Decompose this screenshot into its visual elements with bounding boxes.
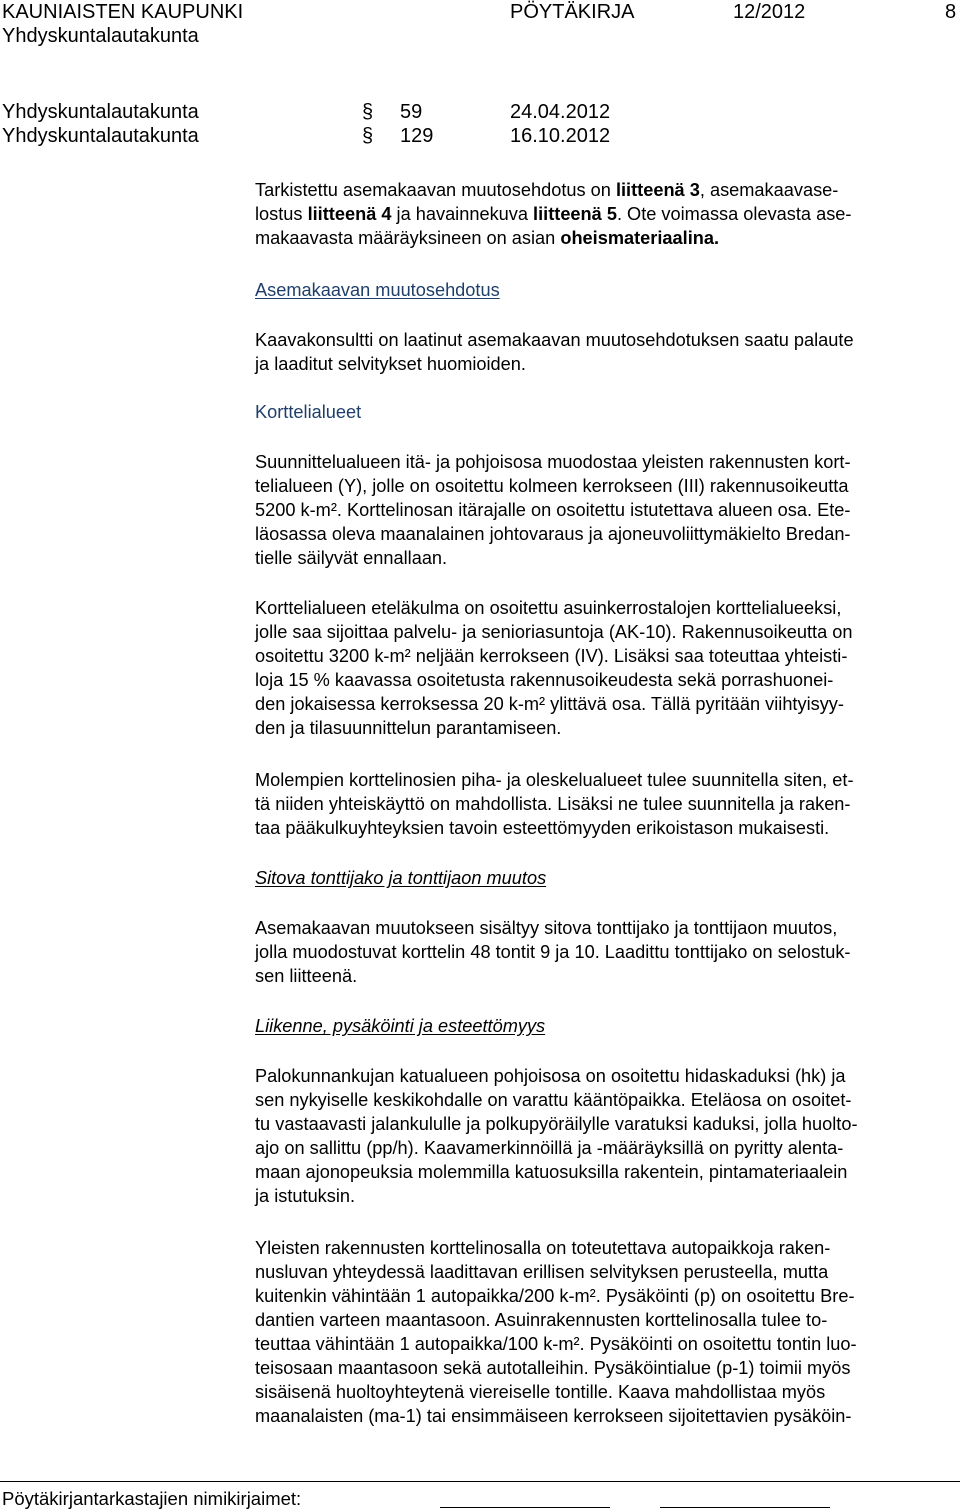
section-heading-traffic: Liikenne, pysäköinti ja esteettömyys [255,1016,546,1036]
blocks-paragraph-3: Molempien korttelinosien piha- ja oleskelualueet tulee suunnitella siten, et- tä niiden yhteiskäyttö on mahdollista. Lisäksi ne tulee suunnitella ja raken- taa pääkulkuyhteyksien tavoin esteettömyyden erikoistason mukaisesti. [255,770,854,838]
committee-subtitle: Yhdyskuntalautakunta [2,25,199,47]
meeting-body: Yhdyskuntalautakunta [2,101,199,123]
meeting-section: 129 [400,125,434,147]
traffic-paragraph-2: Yleisten rakennusten korttelinosalla on toteutettava autopaikkoja raken- nusluvan yhteydessä laadittavan erillisen selvityksen perusteella, mutta kuitenkin vähintään 1 autopaikka/200 k-m². Pysäköinti (p) on osoitettu Bre- dantien varteen maantasoon. Asuinrakennusten korttelinosalla tulee to- teuttaa vähintään 1 autopaikka/100 k-m². Pysäköinti on osoitettu tontin luo- teisosaan maantasoon sekä autotalleihin. Pysäköintialue (p-1) toimii myös sisäisenä huoltoyhteytenä viereiselle tontille. Kaava mahdollistaa myös maanalaisten (ma-1) tai ensimmäiseen kerrokseen sijoitettavien pysäköin- [255,1238,857,1426]
section-heading-plot-division: Sitova tonttijako ja tonttijaon muutos [255,868,547,888]
footer-divider [0,1481,960,1482]
svg-text:§: § [362,101,374,122]
section-sign-icon [360,124,376,146]
meeting-body: Yhdyskuntalautakunta [2,125,199,147]
page-number: 8 [945,1,957,23]
section-heading-plan-proposal: Asemakaavan muutosehdotus [255,280,500,300]
meeting-date: 16.10.2012 [510,125,611,147]
document-type: PÖYTÄKIRJA [510,1,635,23]
blocks-paragraph-1: Suunnittelualueen itä- ja pohjoisosa muodostaa yleisten rakennusten kort- telialueen (Y), jolle on osoitettu kolmeen kerrokseen (III) rakennusoikeutta 5200 k-m². Korttelinosan itärajalle on osoitettu istutettava alueen osa. Ete- läosassa oleva maanalainen johtovaraus ja ajoneuvoliittymäkielto Bredan- tielle säilyvät ennallaan. [255,452,851,568]
intro-paragraph: Tarkistettu asemakaavan muutosehdotus on liitteenä 3, asemakaavase- lostus liitteenä 4 ja havainnekuva liitteenä 5. Ote voimassa olevasta ase- makaavasta määräyksineen on asian oheismateriaalina. [255,180,852,248]
attachment-reference: oheismateriaalina. [560,228,720,248]
initials-signature-line [660,1507,830,1508]
footer-initials-label: Pöytäkirjantarkastajien nimikirjaimet: [2,1488,302,1509]
meeting-section: 59 [400,101,423,123]
section-sign-icon [360,100,376,122]
attachment-reference: liitteenä 3 [615,180,700,200]
traffic-paragraph-1: Palokunnankujan katualueen pohjoisosa on osoitettu hidaskaduksi (hk) ja sen nykyiselle keskikohdalle on varattu kääntöpaikka. Eteläosa on osoitet- tu vastaavasti jalankululle ja polkupyöräilylle varatuksi kaduksi, jolla huolto- ajo on sallittu (pp/h). Kaavamerkinnöillä ja -määräyksillä on pyritty alenta- maan ajonopeuksia molemmilla katuosuksilla rakentein, pintamateriaalein ja istutuksin. [255,1066,858,1206]
attachment-reference: liitteenä 4 [307,204,392,224]
attachment-reference: liitteenä 5 [533,204,617,224]
org-name: KAUNIAISTEN KAUPUNKI [2,1,244,23]
section-heading-blocks: Korttelialueet [255,402,362,422]
issue-number: 12/2012 [733,1,806,23]
svg-text:§: § [362,125,374,146]
blocks-paragraph-2: Korttelialueen eteläkulma on osoitettu asuinkerrostalojen korttelialueeksi, jolle saa sijoittaa palvelu- ja senioriasuntoja (AK-10). Rakennusoikeutta on osoitettu 3200 k-m² neljään kerrokseen (IV). Lisäksi saa toteuttaa yhteisti- loja 15 % kaavassa osoitetusta rakennusoikeudesta sekä porrashuonei- den jokaisessa kerroksessa 20 k-m² ylittävä osa. Tällä pyritään viihtyisyy- den ja tilasuunnittelun parantamiseen. [255,598,853,738]
plan-proposal-paragraph: Kaavakonsultti on laatinut asemakaavan muutosehdotuksen saatu palaute ja laaditut selvitykset huomioiden. [255,330,854,374]
plot-division-paragraph: Asemakaavan muutokseen sisältyy sitova tonttijako ja tonttijaon muutos, jolla muodostuvat korttelin 48 tontit 9 ja 10. Laadittu tonttijako on selostuk- sen liitteenä. [255,918,851,986]
initials-signature-line [440,1507,610,1508]
meeting-date: 24.04.2012 [510,101,611,123]
